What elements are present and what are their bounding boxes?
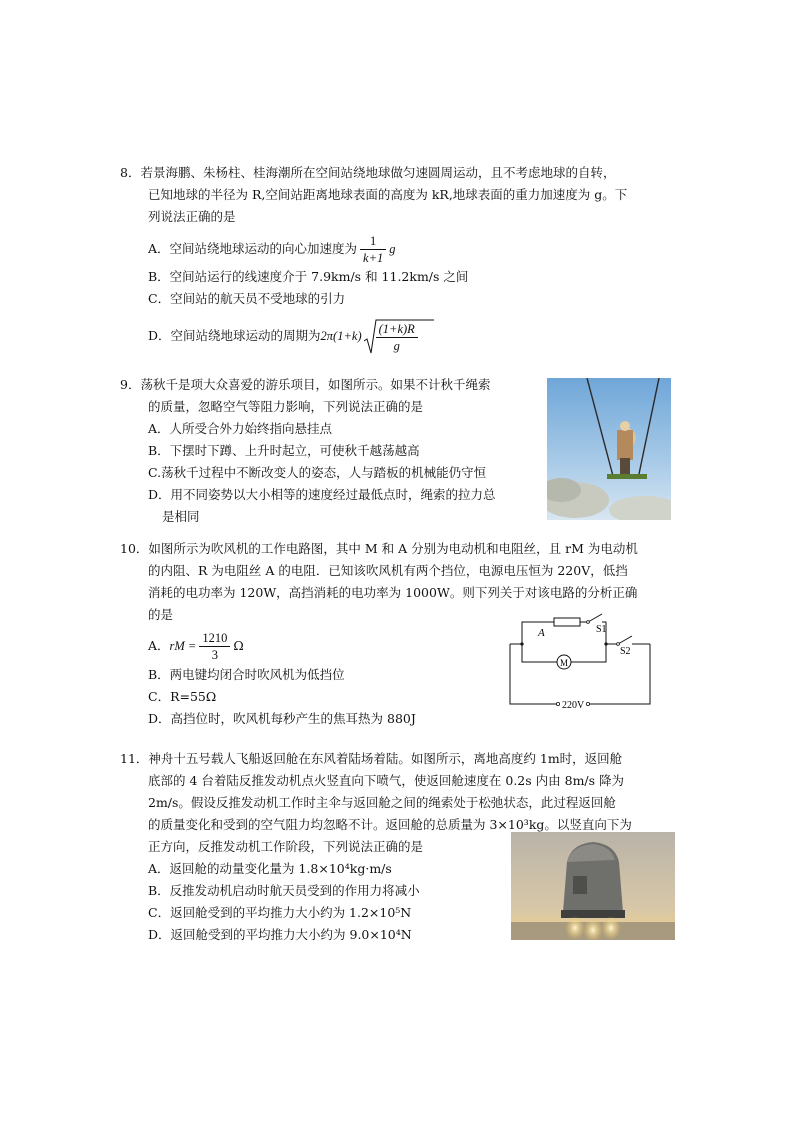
q10-option-a-text: A． [148, 638, 170, 653]
q10-line-4: 的是 [148, 607, 174, 622]
q9-line-1: 9．荡秋千是项大众喜爱的游乐项目，如图所示。如果不计秋千绳索 [120, 377, 491, 392]
q9-option-a: A．人所受合外力始终指向悬挂点 [148, 421, 333, 436]
q10-line-1: 10．如图所示为吹风机的工作电路图，其中 M 和 A 分别为电动机和电阻丝，且 rM 为电动机 [120, 541, 638, 556]
q8-option-d-text: D．空间站绕地球运动的周期为 [148, 328, 321, 343]
circuit-diagram [506, 608, 656, 716]
q10-option-a-fraction [199, 630, 230, 663]
q9-option-d: D．用不同姿势以大小相等的速度经过最低点时，绳索的拉力总 [148, 487, 496, 502]
q10-option-d: D．高挡位时，吹风机每秒产生的焦耳热为 880J [148, 711, 416, 726]
q11-option-c: C．返回舱受到的平均推力大小约为 1.2×10⁵N [148, 905, 412, 920]
circuit-label-a: A [538, 627, 545, 639]
q10-option-a-num: 1210 [199, 630, 230, 647]
q10-line-2: 的内阻、R 为电阻丝 A 的电阻．已知该吹风机有两个挡位，电源电压恒为 220V，低挡 [148, 563, 628, 578]
q8-option-c: C．空间站的航天员不受地球的引力 [148, 291, 346, 306]
q11-line-2: 底部的 4 台着陆反推发动机点火竖直向下喷气，使返回舱速度在 0.2s 内由 8m/s 降为 [148, 773, 625, 788]
capsule-photo [511, 832, 675, 940]
q10-option-a-lhs: rM = [169, 639, 197, 653]
q8-option-b: B．空间站运行的线速度介于 7.9km/s 和 11.2km/s 之间 [148, 269, 469, 284]
q8-option-d [120, 316, 700, 356]
q11-option-b: B．反推发动机启动时航天员受到的作用力将减小 [148, 883, 420, 898]
q11-line-5: 正方向，反推发动机工作阶段，下列说法正确的是 [148, 839, 424, 854]
swing-photo [547, 378, 671, 520]
q8-option-a-fraction [360, 233, 386, 266]
circuit-label-voltage: 220V [562, 700, 585, 711]
question-8 [120, 162, 700, 356]
q8-option-a-text: A．空间站绕地球运动的向心加速度为 [148, 241, 358, 256]
q9-line-2: 的质量，忽略空气等阻力影响，下列说法正确的是 [148, 399, 424, 414]
q11-option-a: A．返回舱的动量变化量为 1.8×10⁴kg·m/s [148, 861, 392, 876]
q10-option-a-den: 3 [211, 648, 218, 662]
q8-option-d-den: g [393, 338, 400, 353]
q11-line-3: 2m/s。假设反推发动机工作时主伞与返回舱之间的绳索处于松弛状态，此过程返回舱 [148, 795, 616, 810]
q8-option-d-sqrt [364, 317, 421, 357]
q11-option-d: D．返回舱受到的平均推力大小约为 9.0×10⁴N [148, 927, 412, 942]
q9-option-d-cont: 是相同 [162, 509, 200, 524]
q8-line-2: 已知地球的半径为 R,空间站距离地球表面的高度为 kR,地球表面的重力加速度为 g。下 [148, 187, 628, 202]
question-9 [120, 374, 540, 528]
q11-line-4: 的质量变化和受到的空气阻力均忽略不计。返回舱的总质量为 3×10³kg。以竖直向下为 [148, 817, 632, 832]
q9-option-c: C.荡秋千过程中不断改变人的姿态，人与踏板的机械能仍守恒 [148, 465, 487, 480]
circuit-label-s1: S1 [596, 624, 607, 635]
q11-line-1: 11．神舟十五号载人飞船返回舱在东风着陆场着陆。如图所示，离地高度约 1m时，返回舱 [120, 751, 623, 766]
circuit-label-s2: S2 [620, 646, 631, 657]
q10-line-3: 消耗的电功率为 120W，高挡消耗的电功率为 1000W。则下列关于对该电路的分析正确 [148, 585, 638, 600]
q8-line-1: 8．若景海鹏、朱杨柱、桂海潮所在空间站绕地球做匀速圆周运动，且不考虑地球的自转， [120, 165, 616, 180]
q10-option-a-unit: Ω [233, 638, 244, 653]
q8-line-3: 列说法正确的是 [148, 209, 236, 224]
q8-option-a-tail: g [389, 242, 396, 256]
q10-option-c: C．R=55Ω [148, 689, 217, 704]
q8-option-d-expr: 2π(1+k) [320, 329, 362, 343]
circuit-label-m: M [560, 658, 569, 668]
q8-option-a-num: 1 [360, 233, 386, 250]
q8-option-a-den: k+1 [363, 251, 384, 265]
q9-option-b: B．下摆时下蹲、上升时起立，可使秋千越荡越高 [148, 443, 420, 458]
q8-option-a [120, 232, 700, 266]
q10-option-b: B．两电键均闭合时吹风机为低挡位 [148, 667, 345, 682]
q8-option-d-num: (1+k)R [376, 321, 418, 338]
